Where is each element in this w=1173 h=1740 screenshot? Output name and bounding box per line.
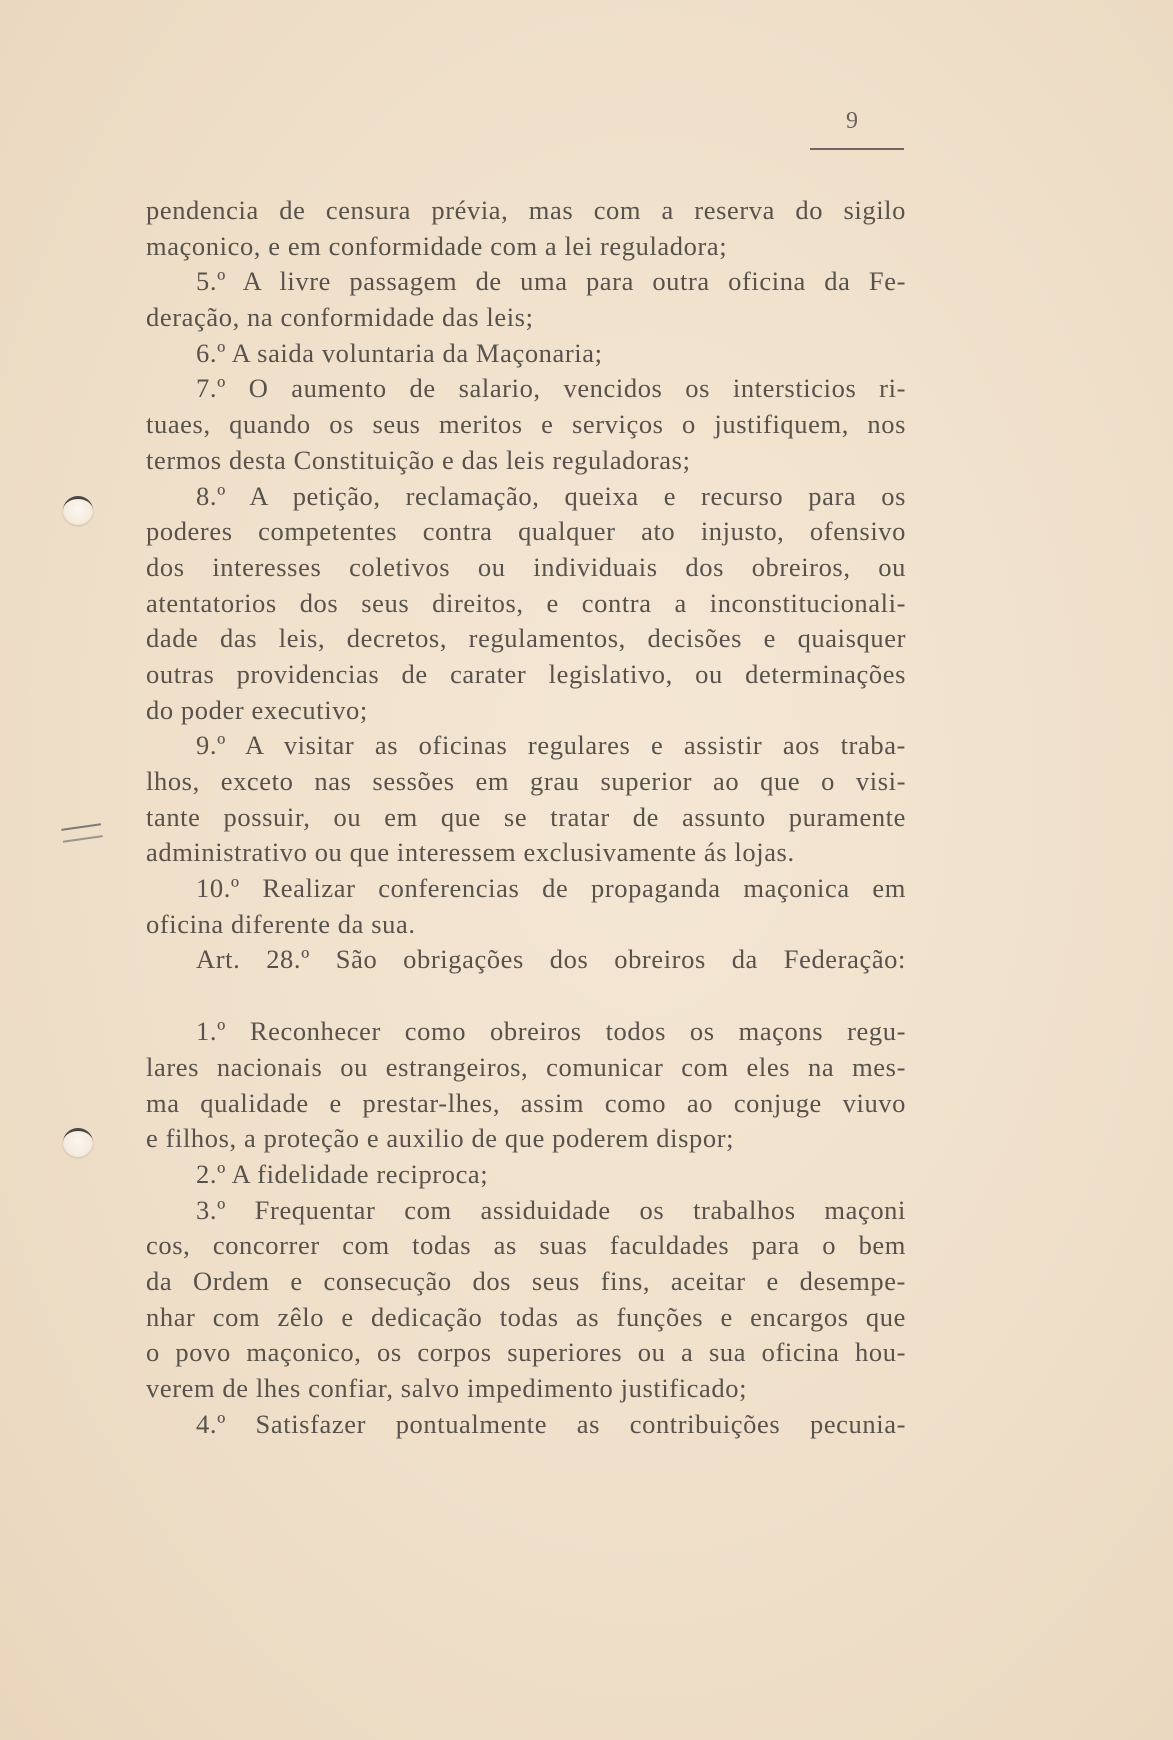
text-line: lhos, exceto nas sessões em grau superior ao que o visi- <box>146 766 906 796</box>
page-number: 9 <box>846 108 858 134</box>
text-line: 8.º A petição, reclamação, queixa e recurso para os <box>196 480 906 511</box>
text-line: administrativo ou que interessem exclusivamente ás lojas. <box>146 837 795 868</box>
text-line: 7.º O aumento de salario, vencidos os intersticios ri- <box>196 373 906 404</box>
text-line: ma qualidade e prestar-lhes, assim como ao conjuge viuvo <box>146 1087 906 1118</box>
page-number-rule <box>810 148 904 150</box>
text-line: termos desta Constituição e das leis reguladoras; <box>146 444 691 475</box>
text-line: Art. 28.º São obrigações dos obreiros da Federação: <box>196 944 906 975</box>
text-line: pendencia de censura prévia, mas com a reserva do sigilo <box>146 195 906 225</box>
paper-mark <box>61 823 103 842</box>
text-line: 10.º Realizar conferencias de propaganda maçonica em <box>196 873 906 904</box>
text-line: 5.º A livre passagem de uma para outra oficina da Fe- <box>196 266 906 297</box>
text-line: 9.º A visitar as oficinas regulares e assistir aos traba- <box>196 730 906 761</box>
text-line: dos interesses coletivos ou individuais dos obreiros, ou <box>146 551 906 582</box>
text-line: 3.º Frequentar com assiduidade os trabalhos maçoni <box>196 1194 906 1225</box>
body-text <box>146 193 906 1442</box>
text-line: tante possuir, ou em que se tratar de assunto puramente <box>146 801 906 832</box>
text-line: o povo maçonico, os corpos superiores ou a sua oficina hou- <box>146 1337 906 1368</box>
text-line: 4.º Satisfazer pontualmente as contribuições pecunia- <box>196 1408 906 1439</box>
text-line: 1.º Reconhecer como obreiros todos os maçons regu- <box>196 1016 906 1047</box>
text-line: verem de lhes confiar, salvo impedimento justificado; <box>146 1373 748 1403</box>
binding-hole-top <box>63 496 93 525</box>
text-line: lares nacionais ou estrangeiros, comunicar com eles na mes- <box>146 1051 906 1082</box>
text-line: poderes competentes contra qualquer ato injusto, ofensivo <box>146 516 906 547</box>
paragraph-gap <box>146 978 906 1014</box>
text-line: dade das leis, decretos, regulamentos, decisões e quaisquer <box>146 623 906 654</box>
text-line: nhar com zêlo e dedicação todas as funções e encargos que <box>146 1301 906 1332</box>
text-line: maçonico, e em conformidade com a lei reguladora; <box>146 230 728 261</box>
text-line: atentatorios dos seus direitos, e contra a inconstitucionali- <box>146 587 906 618</box>
text-line: 2.º A fidelidade reciproca; <box>196 1158 489 1189</box>
text-line: da Ordem e consecução dos seus fins, aceitar e desempe- <box>146 1265 906 1296</box>
text-line: cos, concorrer com todas as suas faculdades para o bem <box>146 1230 906 1261</box>
text-line: tuaes, quando os seus meritos e serviços o justifiquem, nos <box>146 409 906 440</box>
text-line: oficina diferente da sua. <box>146 908 416 939</box>
binding-hole-bottom <box>63 1128 93 1157</box>
text-line: 6.º A saida voluntaria da Maçonaria; <box>196 337 603 368</box>
text-line: e filhos, a proteção e auxilio de que poderem dispor; <box>146 1123 735 1154</box>
text-line: outras providencias de carater legislativo, ou determinações <box>146 658 906 689</box>
text-line: do poder executivo; <box>146 694 368 725</box>
text-line: deração, na conformidade das leis; <box>146 302 534 333</box>
